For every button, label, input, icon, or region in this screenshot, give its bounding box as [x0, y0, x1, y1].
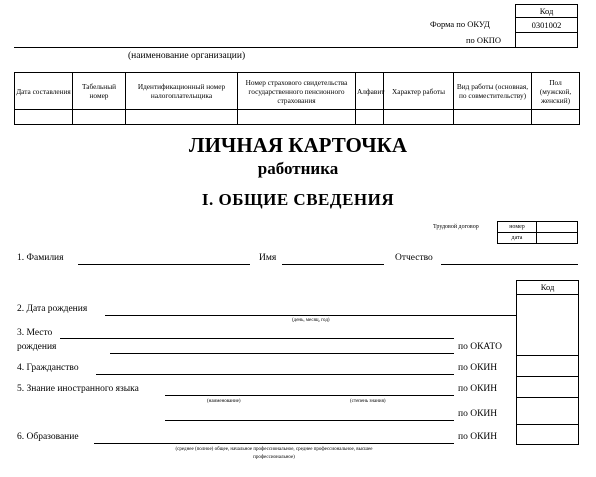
kod-cell-okin2[interactable] [516, 397, 579, 398]
okud-code-cell[interactable] [515, 17, 578, 33]
okud-code: 0301002 [531, 20, 562, 30]
cell-snils[interactable] [238, 110, 356, 125]
cell-gender[interactable] [532, 110, 580, 125]
contract-number-label: номер [509, 224, 525, 230]
education-label: 6. Образование [17, 432, 79, 442]
col-date: Дата составления [15, 73, 73, 110]
birth-date-hint: (день, месяц, год) [292, 318, 330, 323]
cell-alphabet[interactable] [356, 110, 384, 125]
language-name-hint: (наименование) [207, 399, 241, 404]
employee-header-table [14, 72, 580, 125]
birth-date-field[interactable] [105, 315, 516, 316]
okud-label: Форма по ОКУД [430, 19, 490, 29]
birthplace-field-2[interactable] [110, 353, 454, 354]
kod-cell-okato[interactable] [516, 355, 579, 356]
citizenship-label: 4. Гражданство [17, 363, 79, 373]
org-name-line[interactable] [14, 47, 515, 48]
contract-date-label: дата [511, 235, 523, 241]
name-label: Имя [259, 253, 277, 263]
card-title: ЛИЧНАЯ КАРТОЧКА [188, 133, 408, 157]
cell-date[interactable] [15, 110, 73, 125]
kod-column [516, 294, 579, 445]
code-header-cell [515, 4, 578, 18]
col-employment-kind: Вид работы (основная, по совместительству) [454, 73, 532, 110]
patronymic-field[interactable] [441, 264, 578, 265]
birth-date-label: 2. Дата рождения [17, 304, 88, 314]
contract-label: Трудовой договор [433, 224, 479, 230]
okin2-label: по ОКИН [458, 384, 498, 394]
birthplace-label-2: рождения [17, 342, 57, 352]
okin1-label: по ОКИН [458, 363, 498, 373]
cell-work-type[interactable] [384, 110, 454, 125]
cell-tab-number[interactable] [73, 110, 126, 125]
card-subtitle: работника [257, 159, 339, 178]
code-header: Код [539, 6, 554, 16]
org-name-caption: (наименование организации) [128, 51, 246, 61]
okin4-label: по ОКИН [458, 432, 498, 442]
col-gender: Пол (мужской, женский) [532, 73, 580, 110]
kod-cell-okin3[interactable] [516, 424, 579, 425]
contract-date-cell[interactable] [536, 232, 578, 244]
kod-header: Код [540, 282, 555, 292]
col-alphabet: Алфавит [356, 73, 384, 110]
col-inn: Идентификационный номер налогоплательщика [126, 73, 238, 110]
language-level-hint: (степень знания) [350, 399, 386, 404]
citizenship-field[interactable] [96, 374, 454, 375]
contract-date-label-cell [497, 232, 537, 244]
patronymic-label: Отчество [395, 253, 433, 263]
birthplace-field-1[interactable] [60, 338, 454, 339]
surname-field[interactable] [78, 264, 250, 265]
okin3-label: по ОКИН [458, 409, 498, 419]
kod-header-cell [516, 280, 579, 295]
language-level-field[interactable] [165, 420, 454, 421]
cell-inn[interactable] [126, 110, 238, 125]
language-field[interactable] [165, 395, 454, 396]
name-field[interactable] [282, 264, 384, 265]
education-field[interactable] [94, 443, 454, 444]
surname-label: 1. Фамилия [17, 253, 64, 263]
okato-label: по ОКАТО [458, 342, 502, 352]
section-title: I. ОБЩИЕ СВЕДЕНИЯ [201, 190, 395, 209]
okpo-code-cell[interactable] [515, 32, 578, 48]
col-work-type: Характер работы [384, 73, 454, 110]
language-label: 5. Знание иностранного языка [17, 384, 139, 394]
education-hint-1: (среднее (полное) общее, начальное профессиональное, среднее профессиональное, высшее [175, 447, 373, 452]
kod-cell-okin1[interactable] [516, 376, 579, 377]
cell-employment-kind[interactable] [454, 110, 532, 125]
education-hint-2: профессиональное) [253, 455, 295, 460]
birthplace-label-1: 3. Место [17, 328, 53, 338]
okpo-label: по ОКПО [466, 35, 502, 45]
col-snils: Номер страхового свидетельства государственного пенсионного страхования [238, 73, 356, 110]
col-tab-number: Табельный номер [73, 73, 126, 110]
